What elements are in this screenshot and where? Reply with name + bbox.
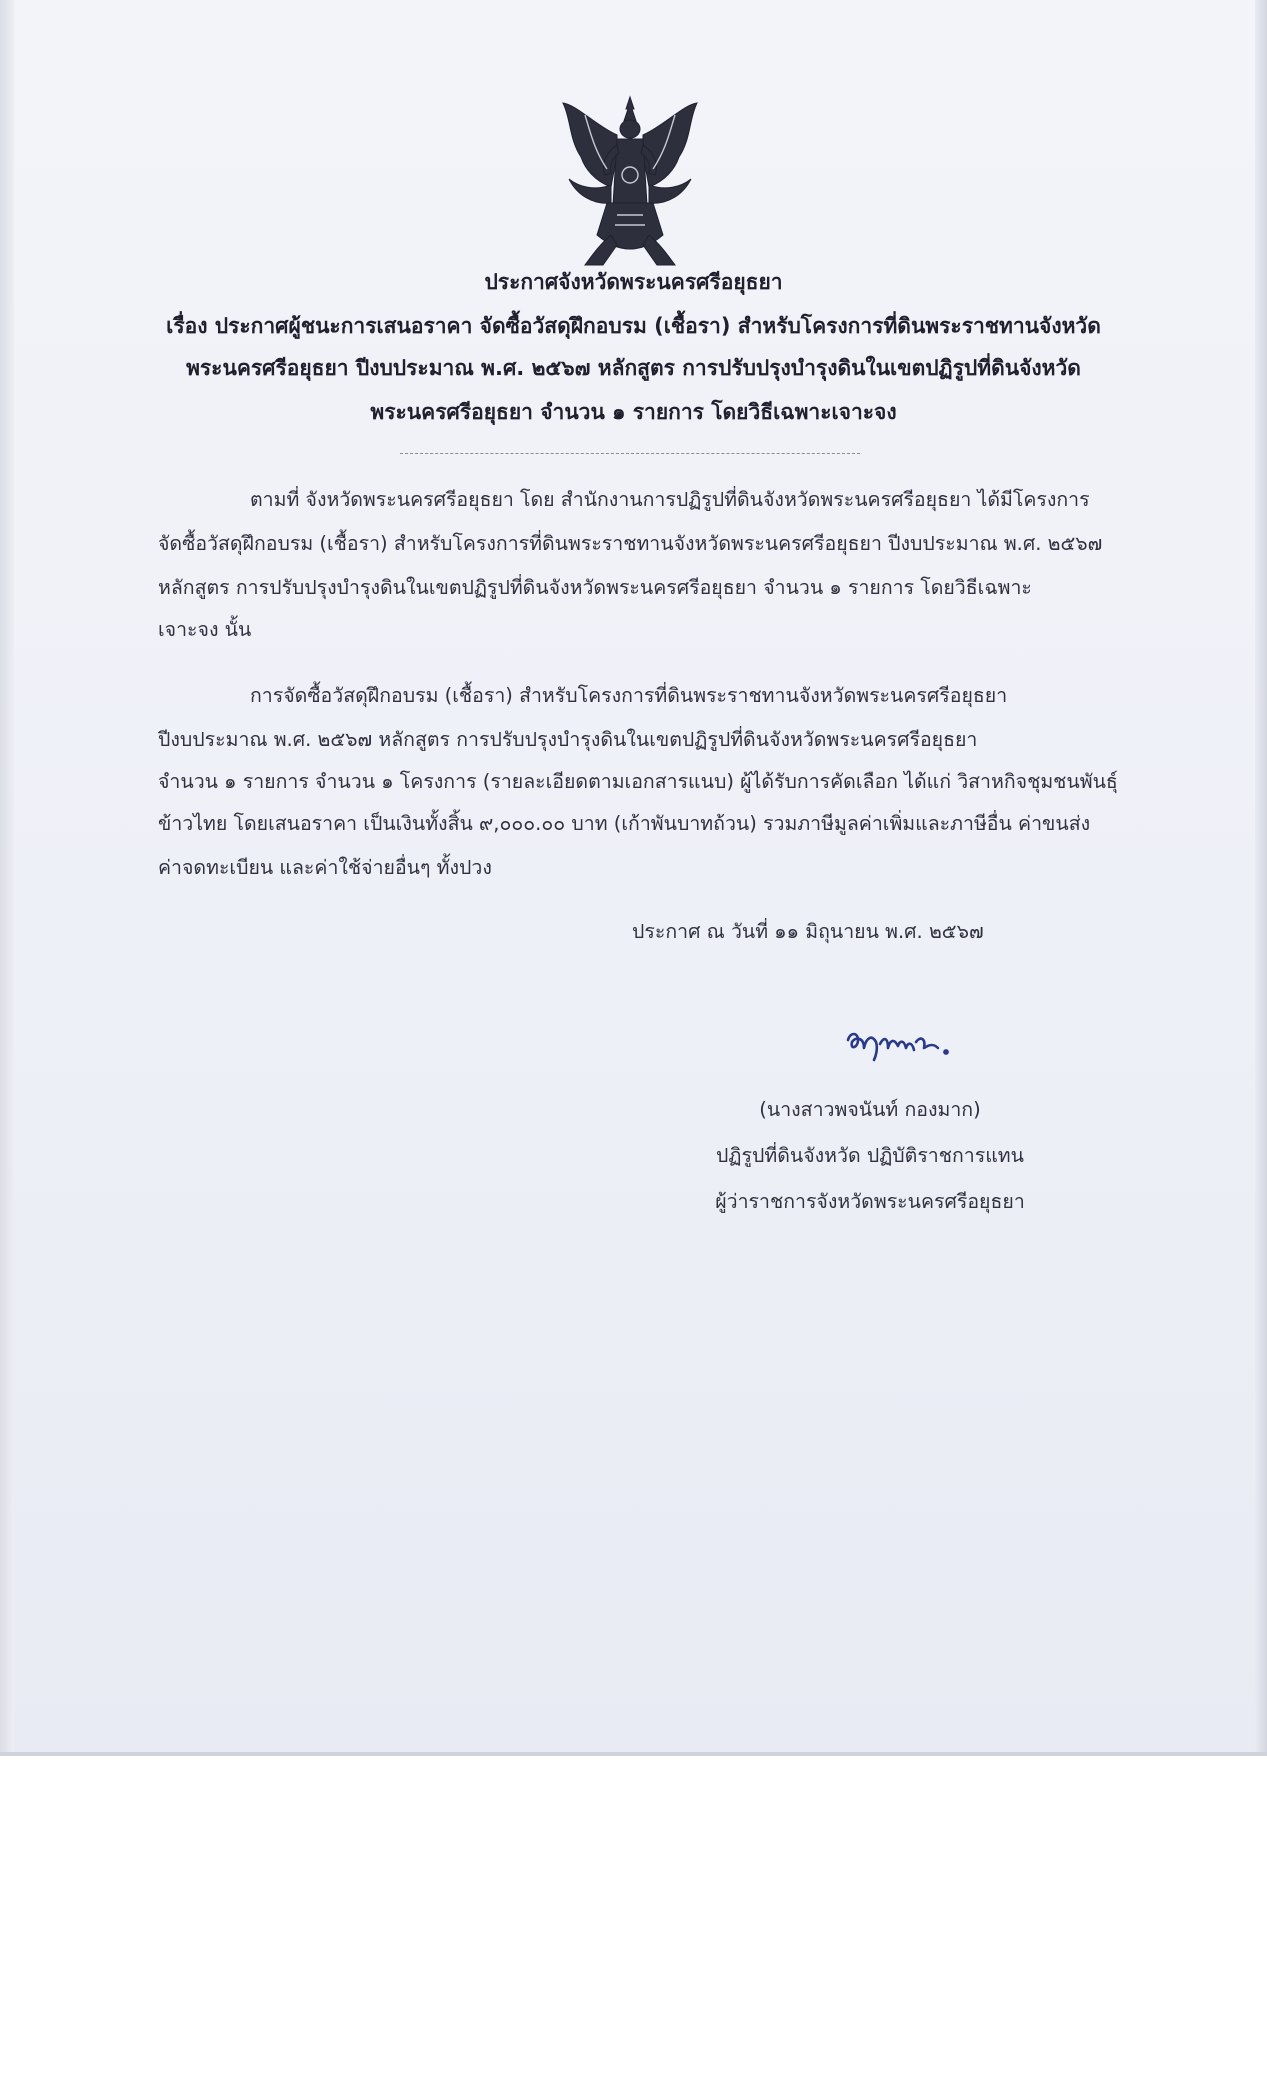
heading-divider [400, 453, 860, 454]
signatory-on-behalf: ผู้ว่าราชการจังหวัดพระนครศรีอยุธยา [715, 1190, 1025, 1213]
signatory-position: ปฏิรูปที่ดินจังหวัด ปฏิบัติราชการแทน [716, 1144, 1024, 1167]
paragraph2-line: ข้าวไทย โดยเสนอราคา เป็นเงินทั้งสิ้น ๙,๐๐๐.๐๐ บาท (เก้าพันบาทถ้วน) รวมภาษีมูลค่าเพิ่มและภาษีอื่น ค่าขนส่ง [158, 812, 1091, 835]
paragraph1-line: หลักสูตร การปรับปรุงบำรุงดินในเขตปฏิรูปที่ดินจังหวัดพระนครศรีอยุธยา จำนวน ๑ รายการ โดยวิธีเฉพาะ [158, 576, 1032, 599]
handwritten-signature-icon [842, 1022, 952, 1070]
garuda-emblem-icon [555, 95, 705, 270]
subject-line-3: พระนครศรีอยุธยา จำนวน ๑ รายการ โดยวิธีเฉพาะเจาะจง [370, 400, 897, 424]
signatory-name: (นางสาวพจนันท์ กองมาก) [759, 1098, 981, 1121]
scan-bottom-edge [0, 1752, 1267, 1756]
scan-edge-left [0, 0, 14, 1755]
announcement-date: ประกาศ ณ วันที่ ๑๑ มิถุนายน พ.ศ. ๒๕๖๗ [632, 920, 984, 943]
paragraph1-line: ตามที่ จังหวัดพระนครศรีอยุธยา โดย สำนักงานการปฏิรูปที่ดินจังหวัดพระนครศรีอยุธยา ได้มีโครงการ [250, 488, 1090, 511]
paragraph1-line: เจาะจง นั้น [158, 618, 252, 641]
paragraph2-line: ค่าจดทะเบียน และค่าใช้จ่ายอื่นๆ ทั้งปวง [158, 856, 492, 879]
paragraph2-line: การจัดซื้อวัสดุฝึกอบรม (เชื้อรา) สำหรับโครงการที่ดินพระราชทานจังหวัดพระนครศรีอยุธยา [250, 684, 1008, 707]
paragraph2-line: จำนวน ๑ รายการ จำนวน ๑ โครงการ (รายละเอียดตามเอกสารแนบ) ผู้ได้รับการคัดเลือก ได้แก่ วิสาหกิจชุมชนพันธุ์ [158, 770, 1118, 793]
paragraph2-line: ปีงบประมาณ พ.ศ. ๒๕๖๗ หลักสูตร การปรับปรุงบำรุงดินในเขตปฏิรูปที่ดินจังหวัดพระนครศรีอยุธยา [158, 728, 978, 751]
announcement-title: ประกาศจังหวัดพระนครศรีอยุธยา [484, 270, 783, 294]
scan-edge-right [1255, 0, 1267, 1755]
paragraph1-line: จัดซื้อวัสดุฝึกอบรม (เชื้อรา) สำหรับโครงการที่ดินพระราชทานจังหวัดพระนครศรีอยุธยา ปีงบประมาณ พ.ศ. ๒๕๖๗ [158, 532, 1103, 555]
subject-line-1: เรื่อง ประกาศผู้ชนะการเสนอราคา จัดซื้อวัสดุฝึกอบรม (เชื้อรา) สำหรับโครงการที่ดินพระราชทานจังหวัด [166, 314, 1101, 338]
subject-line-2: พระนครศรีอยุธยา ปีงบประมาณ พ.ศ. ๒๕๖๗ หลักสูตร การปรับปรุงบำรุงดินในเขตปฏิรูปที่ดินจังหวัด [186, 356, 1081, 380]
